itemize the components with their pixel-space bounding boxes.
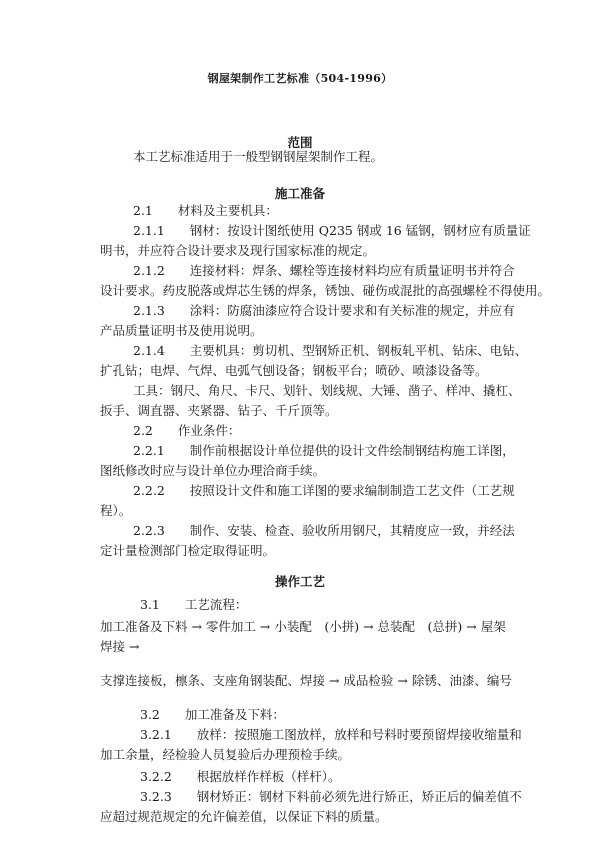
section-heading-ops: 操作工艺	[274, 574, 325, 589]
process-flow-line: 加工准备及下料 → 零件加工 → 小装配 (小拼) → 总装配 (总拼) → 屋架	[100, 619, 506, 634]
paragraph-line: 3.2.2 根据放样作样板（样杆）。	[140, 769, 341, 784]
process-flow-line: 支撑连接板，檩条、支座角钢装配、焊接 → 成品检验 → 除锈、油漆、编号	[100, 673, 512, 688]
paragraph-line: 3.2.1 放样：按照施工图放样，放样和号料时要预留焊接收缩量和	[140, 727, 522, 742]
paragraph-line: 3.1 工艺流程：	[140, 597, 248, 612]
paragraph-line: 2.2.2 按照设计文件和施工详图的要求编制制造工艺文件（工艺规	[133, 483, 515, 498]
paragraph-line: 扳手、调直器、夹紧器、钻子、千斤顶等。	[100, 403, 338, 418]
section-heading-scope: 范围	[287, 135, 313, 150]
paragraph-line: 2.1 材料及主要机具：	[133, 203, 278, 218]
paragraph-line: 工具：钢尺、角尺、卡尺、划针、划线规、大锤、凿子、样冲、撬杠、	[133, 383, 521, 398]
paragraph-line: 2.1.1 钢材：按设计图纸使用 Q235 钢或 16 锰钢，钢材应有质量证	[133, 223, 531, 238]
document-title: 钢屋架制作工艺标准（504-1996）	[207, 72, 393, 85]
paragraph-line: 2.1.3 涂料：防腐油漆应符合设计要求和有关标准的规定，并应有	[133, 303, 515, 318]
paragraph-line: 图纸修改时应与设计单位办理洽商手续。	[100, 463, 326, 478]
paragraph-line: 3.2.3 钢材矫正：钢材下料前必须先进行矫正，矫正后的偏差值不	[140, 789, 522, 804]
process-flow-line: 焊接 →	[100, 639, 140, 654]
paragraph-line: 扩孔钻；电焊、气焊、电弧气刨设备；钢板平台；喷砂、喷漆设备等。	[100, 363, 488, 378]
paragraph-line: 产品质量证明书及使用说明。	[100, 323, 263, 338]
paragraph-line: 程）。	[100, 503, 132, 518]
paragraph-line: 2.2.3 制作、安装、检查、验收所用钢尺，其精度应一致，并经法	[133, 523, 515, 538]
paragraph-line: 2.2 作业条件：	[133, 423, 241, 438]
section-heading-prep: 施工准备	[274, 186, 325, 201]
paragraph-line: 2.1.2 连接材料：焊条、螺栓等连接材料均应有质量证明书并符合	[133, 263, 515, 278]
paragraph-line: 应超过规范规定的允许偏差值，以保证下料的质量。	[100, 809, 388, 824]
paragraph-line: 设计要求。药皮脱落或焊芯生锈的焊条，锈蚀、碰伤或混批的高强螺栓不得使用。	[100, 283, 551, 298]
paragraph-line: 2.1.4 主要机具：剪切机、型钢矫正机、钢板轧平机、钻床、电钻、	[133, 343, 528, 358]
paragraph-line: 明书，并应符合设计要求及现行国家标准的规定。	[100, 243, 376, 258]
paragraph-line: 加工余量，经检验人员复验后办理预检手续。	[100, 747, 351, 762]
paragraph-line: 定计量检测部门检定取得证明。	[100, 543, 276, 558]
paragraph-line: 2.2.1 制作前根据设计单位提供的设计文件绘制钢结构施工详图，	[133, 443, 515, 458]
paragraph-line: 本工艺标准适用于一般型钢钢屋架制作工程。	[133, 149, 384, 164]
paragraph-line: 3.2 加工准备及下料：	[140, 707, 285, 722]
